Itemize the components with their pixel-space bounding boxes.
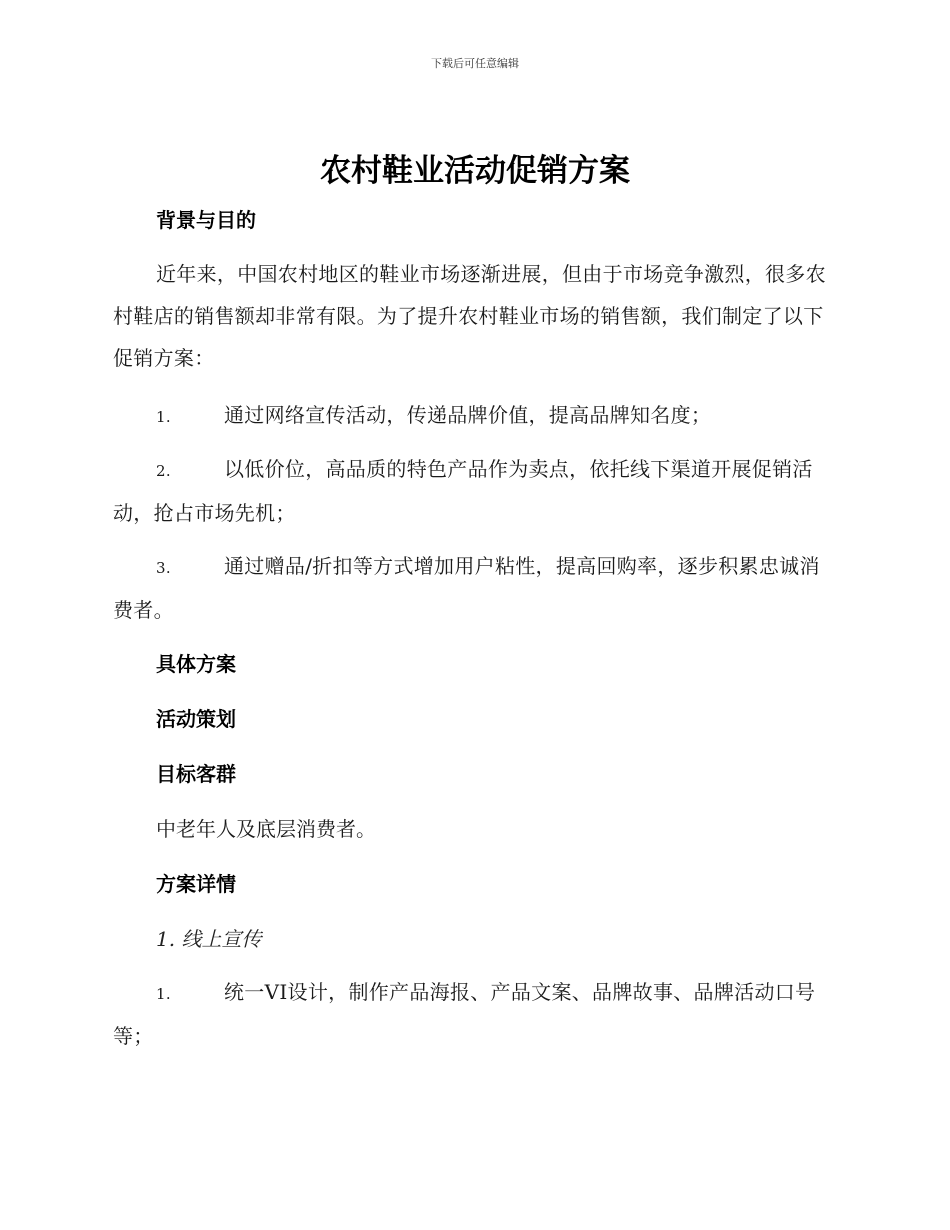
goal-number: 1. [156, 408, 171, 426]
online-item-1 [113, 971, 833, 1057]
page-header: 下载后可任意编辑 [431, 57, 519, 70]
heading-background: 背景与目的 [156, 208, 256, 232]
online-item-text: 统一VI设计，制作产品海报、产品文案、品牌故事、品牌活动口号等； [113, 980, 816, 1048]
goal-text: 通过赠品/折扣等方式增加用户粘性，提高回购率，逐步积累忠诚消费者。 [113, 554, 820, 622]
subheading-online: 1. 线上宣传 [156, 927, 262, 951]
heading-plan: 具体方案 [156, 652, 236, 676]
goal-number: 2. [156, 462, 171, 480]
goal-item-2 [113, 448, 833, 534]
heading-activity: 活动策划 [156, 707, 236, 731]
document-title: 农村鞋业活动促销方案 [320, 153, 630, 189]
goal-item-1 [113, 394, 833, 438]
goal-item-3 [113, 545, 833, 631]
heading-target: 目标客群 [156, 762, 236, 786]
online-item-number: 1. [156, 985, 171, 1003]
heading-details: 方案详情 [156, 872, 236, 896]
goal-number: 3. [156, 559, 171, 577]
goal-text: 通过网络宣传活动，传递品牌价值，提高品牌知名度； [224, 403, 712, 427]
goal-text: 以低价位，高品质的特色产品作为卖点，依托线下渠道开展促销活动，抢占市场先机； [113, 457, 813, 525]
intro-paragraph: 近年来，中国农村地区的鞋业市场逐渐进展，但由于市场竞争激烈，很多农村鞋店的销售额却非常有限。为了提升农村鞋业市场的销售额，我们制定了以下促销方案： [113, 262, 826, 370]
target-text: 中老年人及底层消费者。 [156, 817, 376, 841]
